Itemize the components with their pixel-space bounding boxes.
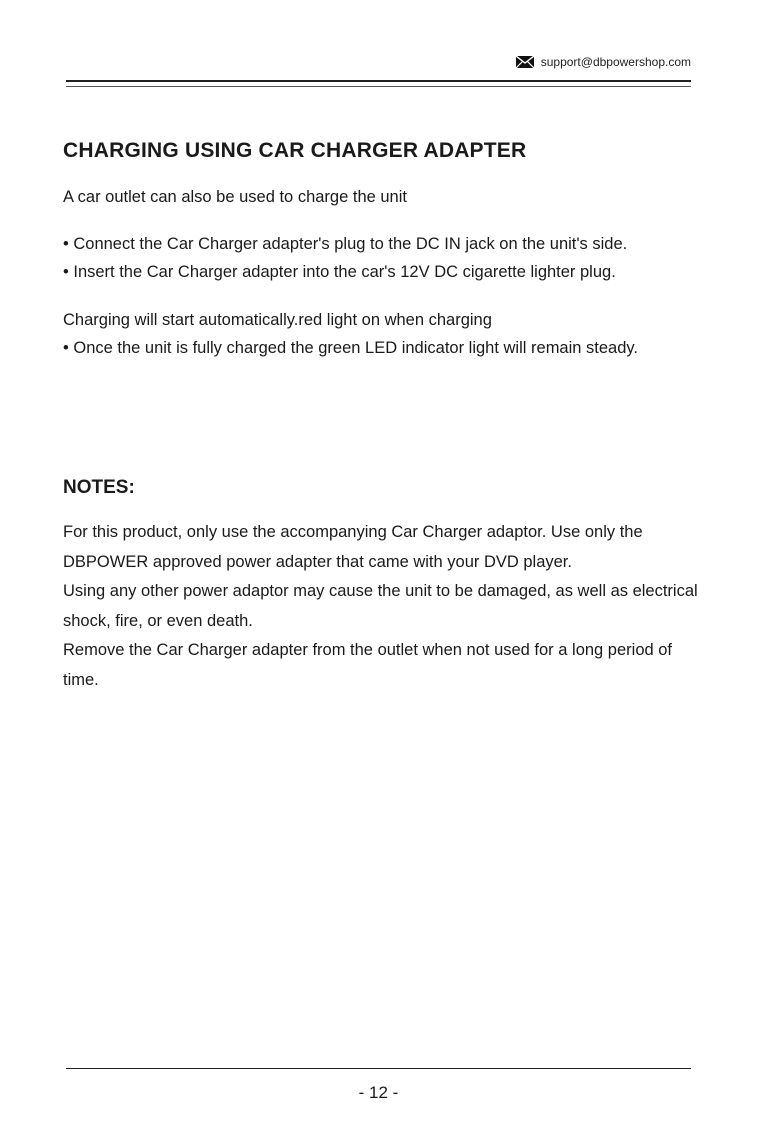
notes-paragraph: For this product, only use the accompanying Car Charger adaptor. Use only the DBPOWER approved power adapter that came with your DVD player. [63, 523, 643, 571]
envelope-icon [516, 56, 534, 68]
notes-paragraph: Using any other power adaptor may cause the unit to be damaged, as well as electrical shock, fire, or even death. [63, 582, 698, 630]
footer-rule [66, 1068, 691, 1069]
status-text: Charging will start automatically.red light on when charging [63, 311, 492, 329]
instruction-item: • Connect the Car Charger adapter's plug to the DC IN jack on the unit's side. [63, 235, 628, 253]
status-list [63, 306, 703, 362]
page-number: - 12 - [358, 1083, 399, 1102]
email-address: support@dbpowershop.com [540, 55, 691, 69]
notes-title: NOTES: [63, 477, 135, 498]
notes-body [63, 518, 703, 695]
instruction-list [63, 230, 703, 286]
status-item: • Once the unit is fully charged the green LED indicator light will remain steady. [63, 339, 639, 357]
instruction-item: • Insert the Car Charger adapter into the car's 12V DC cigarette lighter plug. [63, 263, 616, 281]
intro-text: A car outlet can also be used to charge the unit [63, 188, 407, 206]
header-rule-thin [66, 86, 691, 87]
section-title: CHARGING USING CAR CHARGER ADAPTER [63, 139, 527, 162]
notes-paragraph: Remove the Car Charger adapter from the outlet when not used for a long period of time. [63, 641, 673, 689]
main-content [63, 137, 703, 695]
header-email [516, 55, 691, 69]
header-rule [66, 80, 691, 82]
